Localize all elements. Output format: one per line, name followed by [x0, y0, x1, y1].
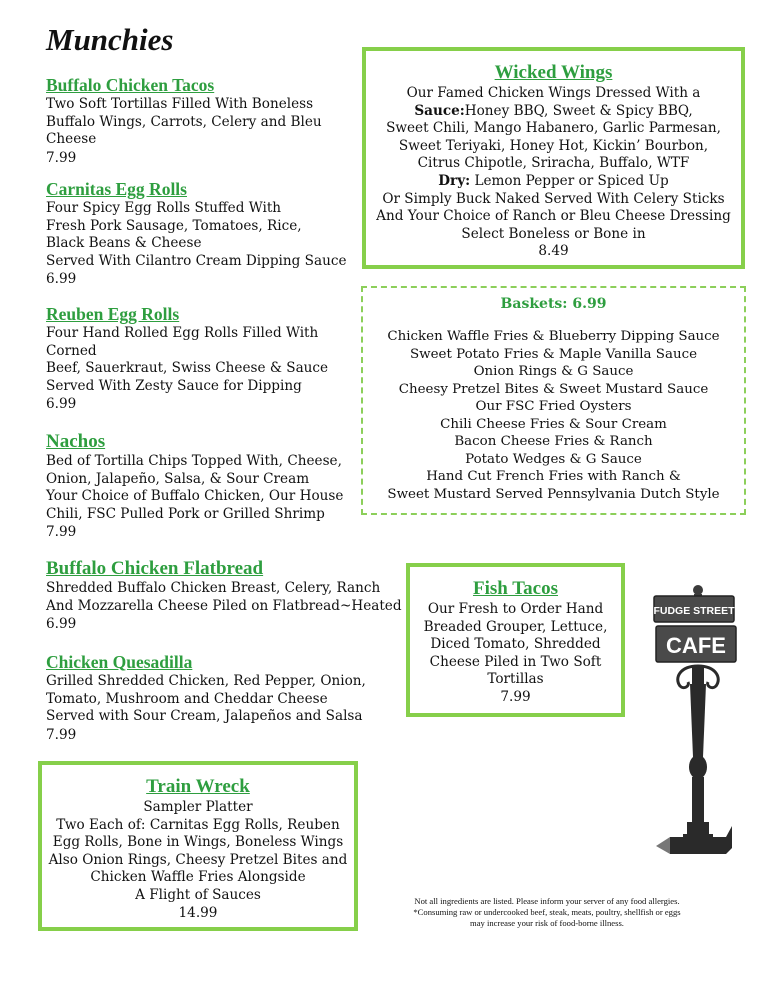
- fish-tacos-title: Fish Tacos: [472, 578, 558, 599]
- item-desc: Grilled Shredded Chicken, Red Pepper, Onion, Tomato, Mushroom and Cheddar Cheese Served with Sour Cream, Jalapeños and Salsa: [46, 673, 366, 725]
- item-title: Nachos: [46, 431, 106, 452]
- wings-sauce-label: Sauce:: [414, 102, 465, 119]
- disclaimer-line3: may increase your risk of food-borne illness.: [470, 918, 624, 928]
- wings-box: [362, 47, 745, 269]
- item-price: 7.99: [46, 524, 77, 541]
- logo-line2: CAFE: [666, 633, 726, 658]
- menu-item: [46, 75, 391, 167]
- basket-item: Sweet Mustard Served Pennsylvania Dutch Style: [387, 486, 720, 502]
- basket-item: Our FSC Fried Oysters: [475, 399, 632, 414]
- wings-rest: Or Simply Buck Naked Served With Celery Sticks And Your Choice of Ranch or Bleu Cheese Dressing Select Boneless or Bone in: [376, 190, 731, 242]
- item-price: 6.99: [46, 616, 77, 633]
- disclaimer: [372, 896, 722, 929]
- fudge-street-cafe-logo: [650, 582, 740, 867]
- train-wreck-desc: Sampler Platter Two Each of: Carnitas Egg Rolls, Reuben Egg Rolls, Bone in Wings, Boneless Wings Also Onion Rings, Cheesy Pretzel Bites and Chicken Waffle Fries Alongside A Flight of Sauces: [48, 799, 348, 903]
- baskets-box: [361, 286, 746, 515]
- item-desc: Four Spicy Egg Rolls Stuffed With Fresh Pork Sausage, Tomatoes, Rice, Black Beans & Cheese Served With Cilantro Cream Dipping Sauce: [46, 200, 347, 269]
- basket-item: Cheesy Pretzel Bites & Sweet Mustard Sauce: [398, 381, 709, 397]
- item-title: Buffalo Chicken Flatbread: [46, 558, 264, 579]
- disclaimer-line2: *Consuming raw or undercooked beef, steak, meats, poultry, shellfish or eggs: [413, 907, 681, 917]
- train-wreck-box: [38, 761, 358, 931]
- wings-price: 8.49: [538, 243, 569, 260]
- fish-tacos-price: 7.99: [500, 688, 531, 705]
- page-title: Munchies: [46, 22, 174, 57]
- wings-dry-text: Lemon Pepper or Spiced Up: [470, 172, 669, 189]
- menu-item: [46, 304, 391, 414]
- item-title: Buffalo Chicken Tacos: [46, 75, 215, 95]
- basket-item: Onion Rings & G Sauce: [473, 364, 634, 379]
- item-price: 7.99: [46, 726, 77, 743]
- item-price: 7.99: [46, 149, 77, 166]
- item-title: Chicken Quesadilla: [46, 652, 193, 672]
- basket-item: Sweet Potato Fries & Maple Vanilla Sauce: [410, 346, 697, 362]
- basket-item: Hand Cut French Fries with Ranch &: [426, 469, 681, 484]
- disclaimer-line1: Not all ingredients are listed. Please inform your server of any food allergies.: [414, 896, 680, 906]
- basket-item: Bacon Cheese Fries & Ranch: [454, 434, 653, 449]
- item-title: Carnitas Egg Rolls: [46, 179, 187, 199]
- wings-line1: Our Famed Chicken Wings Dressed With a: [406, 85, 701, 101]
- fish-tacos-desc: Our Fresh to Order Hand Breaded Grouper, Lettuce, Diced Tomato, Shredded Cheese Piled in Two Soft Tortillas: [423, 601, 608, 688]
- finial-icon: [693, 585, 703, 595]
- wings-title: Wicked Wings: [494, 62, 613, 83]
- basket-item: Chicken Waffle Fries & Blueberry Dipping Sauce: [387, 329, 720, 344]
- item-desc: Shredded Buffalo Chicken Breast, Celery, Ranch And Mozzarella Cheese Piled on Flatbread~Heated: [46, 580, 402, 614]
- menu-item: [46, 430, 391, 542]
- item-price: 6.99: [46, 271, 77, 288]
- logo-line1: FUDGE STREET: [653, 605, 735, 617]
- item-desc: Two Soft Tortillas Filled With Boneless Buffalo Wings, Carrots, Celery and Bleu Cheese: [46, 96, 322, 148]
- item-price: 6.99: [46, 396, 77, 413]
- fish-tacos-box: [406, 563, 625, 717]
- menu-item: [46, 179, 391, 289]
- basket-item: Chili Cheese Fries & Sour Cream: [440, 416, 667, 432]
- wings-sauce-text: Honey BBQ, Sweet & Spicy BBQ, Sweet Chili, Mango Habanero, Garlic Parmesan, Sweet Teriyaki, Honey Hot, Kickin’ Bourbon, Citrus Chipotle, Sriracha, Buffalo, WTF: [386, 102, 721, 172]
- item-desc: Four Hand Rolled Egg Rolls Filled With Corned Beef, Sauerkraut, Swiss Cheese & Sauce Served With Zesty Sauce for Dipping: [46, 325, 329, 394]
- item-desc: Bed of Tortilla Chips Topped With, Cheese, Onion, Jalapeño, Salsa, & Sour Cream Your Choice of Buffalo Chicken, Our House Chili, FSC Pulled Pork or Grilled Shrimp: [46, 453, 344, 522]
- menu-item: [46, 557, 402, 634]
- basket-item: Potato Wedges & G Sauce: [465, 451, 642, 467]
- train-wreck-title: Train Wreck: [146, 776, 250, 797]
- item-title: Reuben Egg Rolls: [46, 304, 180, 324]
- baskets-title: Baskets: 6.99: [500, 296, 607, 312]
- lamppost-pole: [690, 684, 706, 757]
- menu-item: [46, 652, 391, 744]
- wings-dry-label: Dry:: [438, 172, 471, 189]
- train-wreck-price: 14.99: [178, 904, 218, 921]
